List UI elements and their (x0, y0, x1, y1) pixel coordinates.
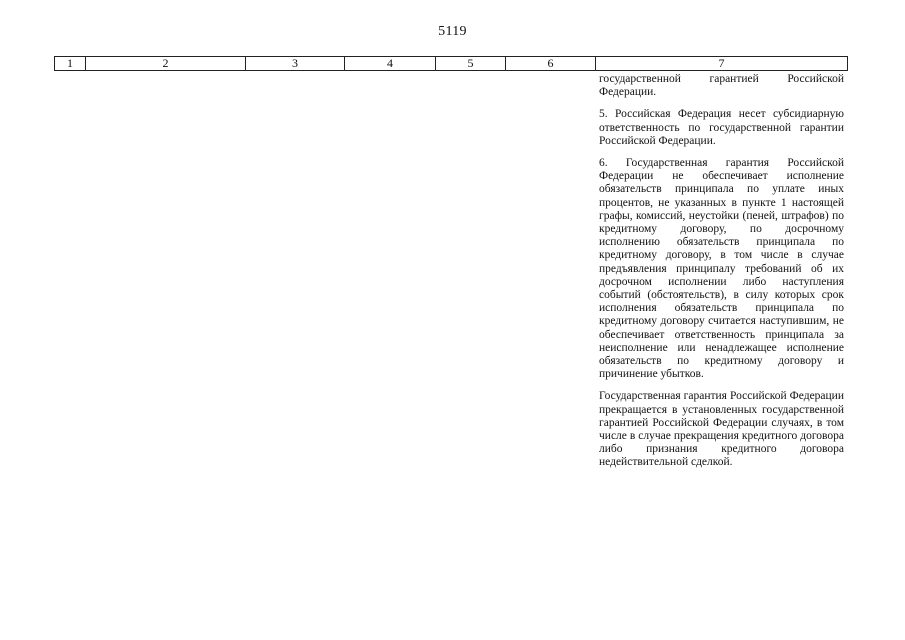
header-row (55, 57, 848, 71)
column-number-2: 2 (86, 57, 246, 71)
column-number-6: 6 (506, 57, 596, 71)
column-number-1: 1 (55, 57, 86, 71)
paragraph-item-6: 6. Государственная гарантия Российской Федерации не обеспечивает исполнение обязательств принципала по уплате иных процентов, не указанных в пункте 1 настоящей графы, комиссий, неустойки (пеней, штрафов) по кредитному договору, по досрочному исполнению обязательств принципала по кредитному договору, в том числе в случае предъявления принципалу требований об их досрочном исполнении либо наступления событий (обстоятельств), в силу которых срок исполнения обязательств принципала по кредитному договору считается наступившим, не обеспечивает ответственность принципала за неисполнение или ненадлежащее исполнение обязательств по кредитному договору и причинение убытков. (599, 157, 844, 381)
column-number-3: 3 (246, 57, 345, 71)
column-number-7: 7 (596, 57, 848, 71)
paragraph-continuation: государственной гарантией Российской Федерации. (599, 73, 844, 99)
paragraph-item-5: 5. Российская Федерация несет субсидиарную ответственность по государственной гарантии Российской Федерации. (599, 108, 844, 147)
column-7-text (599, 73, 844, 479)
column-number-5: 5 (436, 57, 506, 71)
paragraph-termination: Государственная гарантия Российской Федерации прекращается в установленных государственной гарантией Российской Федерации случаях, в том числе в случае прекращения кредитного договора либо признания кредитного договора недействительной сделкой. (599, 390, 844, 469)
page-number: 5119 (438, 24, 467, 39)
column-number-4: 4 (345, 57, 436, 71)
column-number-header-table (54, 56, 848, 71)
